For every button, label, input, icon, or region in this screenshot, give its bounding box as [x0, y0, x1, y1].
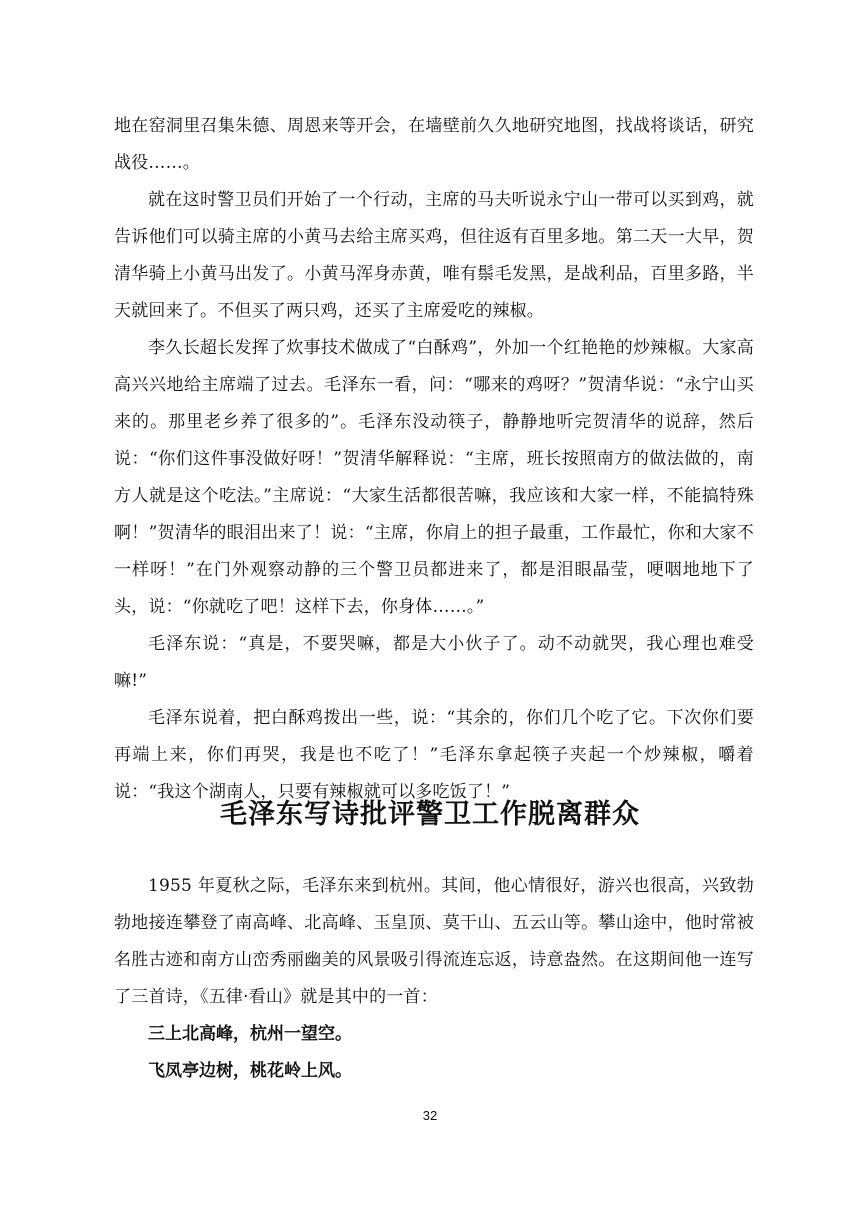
paragraph: 毛泽东说着，把白酥鸡拨出一些，说：“其余的，你们几个吃了它。下次你们要再端上来，你们再哭，我是也不吃了！”毛泽东拿起筷子夹起一个炒辣椒，嚼着说：“我这个湖南人，只要有辣椒就可以多吃饭了！” — [114, 708, 754, 802]
paragraph: 1955 年夏秋之际，毛泽东来到杭州。其间，他心情很好，游兴也很高，兴致勃勃地接连攀登了南高峰、北高峰、玉皇顶、莫干山、五云山等。攀山途中，他时常被名胜古迹和南方山峦秀丽幽美的风景吸引得流连忘返，诗意盎然。在这期间他一连写了三首诗，《五律·看山》就是其中的一首： — [114, 876, 754, 1007]
body-text-top — [114, 108, 754, 811]
paragraph: 毛泽东说：“真是，不要哭嘛，都是大小伙子了。动不动就哭，我心理也难受嘛!” — [114, 634, 754, 691]
poem-line: 飞凤亭边树，桃花岭上风。 — [148, 1061, 352, 1081]
paragraph: 地在窑洞里召集朱德、周恩来等开会，在墙壁前久久地研究地图，找战将谈话，研究战役……。 — [114, 116, 754, 173]
body-text-bottom — [114, 868, 754, 1090]
page-number: 32 — [422, 1108, 438, 1123]
paragraph: 李久长超长发挥了炊事技术做成了“白酥鸡”，外加一个红艳艳的炒辣椒。大家高高兴兴地给主席端了过去。毛泽东一看，问：“哪来的鸡呀？”贺清华说：“永宁山买来的。那里老乡养了很多的”。毛泽东没动筷子，静静地听完贺清华的说辞，然后说：“你们这件事没做好呀！”贺清华解释说：“主席，班长按照南方的做法做的，南方人就是这个吃法。”主席说：“大家生活都很苦嘛，我应该和大家一样，不能搞特殊啊！”贺清华的眼泪出来了！说：“主席，你肩上的担子最重，工作最忙，你和大家不一样呀！”在门外观察动静的三个警卫员都进来了，都是泪眼晶莹，哽咽地地下了头，说：“你就吃了吧！这样下去，你身体……。” — [114, 338, 754, 617]
poem-line: 三上北高峰，杭州一望空。 — [148, 1024, 352, 1044]
paragraph: 就在这时警卫员们开始了一个行动，主席的马夫听说永宁山一带可以买到鸡，就告诉他们可以骑主席的小黄马去给主席买鸡，但往返有百里多地。第二天一大早，贺清华骑上小黄马出发了。小黄马浑身赤黄，唯有鬃毛发黑，是战利品，百里多路，半天就回来了。不但买了两只鸡，还买了主席爱吃的辣椒。 — [114, 190, 754, 321]
section-title: 毛泽东写诗批评警卫工作脱离群众 — [220, 799, 640, 830]
